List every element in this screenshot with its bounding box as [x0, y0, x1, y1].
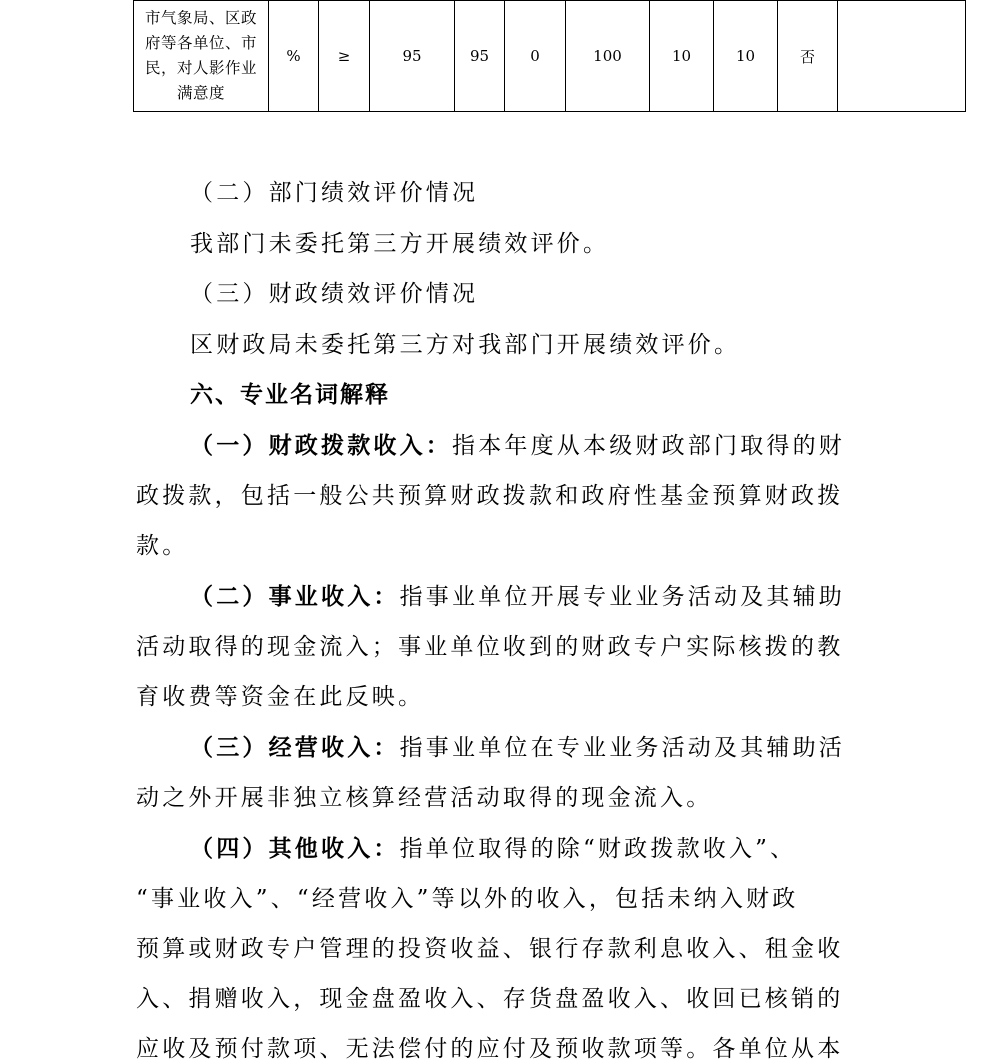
- remark-cell: [838, 1, 966, 112]
- term-paragraph-line: [190, 582, 845, 612]
- indicator-cell: [134, 1, 269, 112]
- section-heading: 六、专业名词解释: [190, 381, 390, 408]
- term-label: （四）其他收入：: [190, 835, 400, 862]
- performance-table: [133, 0, 966, 112]
- value-cell: 0: [505, 1, 566, 112]
- unit-cell: %: [269, 1, 319, 112]
- indicator-line: 市气象局、区政: [144, 9, 257, 27]
- weight-cell: 10: [650, 1, 714, 112]
- indicator-line: 民，对人影作业: [144, 59, 257, 77]
- term-text: 指单位取得的除“财政拨款收入”、: [399, 836, 797, 862]
- term-paragraph-line: 活动取得的现金流入；事业单位收到的财政专户实际核拨的教: [136, 634, 844, 660]
- term-paragraph-line: 入、捐赠收入，现金盘盈收入、存货盘盈收入、收回已核销的: [136, 986, 844, 1012]
- term-paragraph-line: [190, 733, 845, 763]
- indicator-line: 府等各单位、市: [144, 34, 257, 52]
- term-paragraph-line: [190, 431, 845, 461]
- indicator-line: 满意度: [176, 84, 225, 102]
- value-cell: 100: [566, 1, 650, 112]
- paragraph-dept-evaluation: 我部门未委托第三方开展绩效评价。: [190, 231, 610, 257]
- table-row: [134, 1, 966, 112]
- term-label: （二）事业收入：: [190, 583, 400, 610]
- term-paragraph-line: [190, 834, 796, 864]
- term-paragraph-line: 预算或财政专户管理的投资收益、银行存款利息收入、租金收: [136, 936, 844, 962]
- score-cell: 10: [714, 1, 778, 112]
- term-text: 指本年度从本级财政部门取得的财: [452, 433, 845, 459]
- target-value-cell: 95: [370, 1, 455, 112]
- operator-cell: ≥: [319, 1, 370, 112]
- heading-finance-evaluation: （三）财政绩效评价情况: [190, 281, 479, 307]
- term-paragraph-line: “事业收入”、“经营收入”等以外的收入，包括未纳入财政: [136, 886, 799, 912]
- heading-dept-evaluation: （二）部门绩效评价情况: [190, 180, 479, 206]
- term-paragraph-line: 款。: [136, 533, 189, 559]
- term-paragraph-line: 应收及预付款项、无法偿付的应付及预收款项等。各单位从本: [136, 1036, 844, 1062]
- term-label: （一）财政拨款收入：: [190, 432, 452, 459]
- term-text: 指事业单位开展专业业务活动及其辅助: [399, 584, 846, 610]
- flag-cell: 否: [778, 1, 838, 112]
- term-paragraph-line: 动之外开展非独立核算经营活动取得的现金流入。: [136, 785, 713, 811]
- actual-value-cell: 95: [455, 1, 505, 112]
- term-text: 指事业单位在专业业务活动及其辅助活: [399, 735, 846, 761]
- term-paragraph-line: 政拨款，包括一般公共预算财政拨款和政府性基金预算财政拨: [136, 483, 844, 509]
- term-paragraph-line: 育收费等资金在此反映。: [136, 684, 425, 710]
- paragraph-finance-evaluation: 区财政局未委托第三方对我部门开展绩效评价。: [190, 332, 741, 358]
- term-label: （三）经营收入：: [190, 734, 400, 761]
